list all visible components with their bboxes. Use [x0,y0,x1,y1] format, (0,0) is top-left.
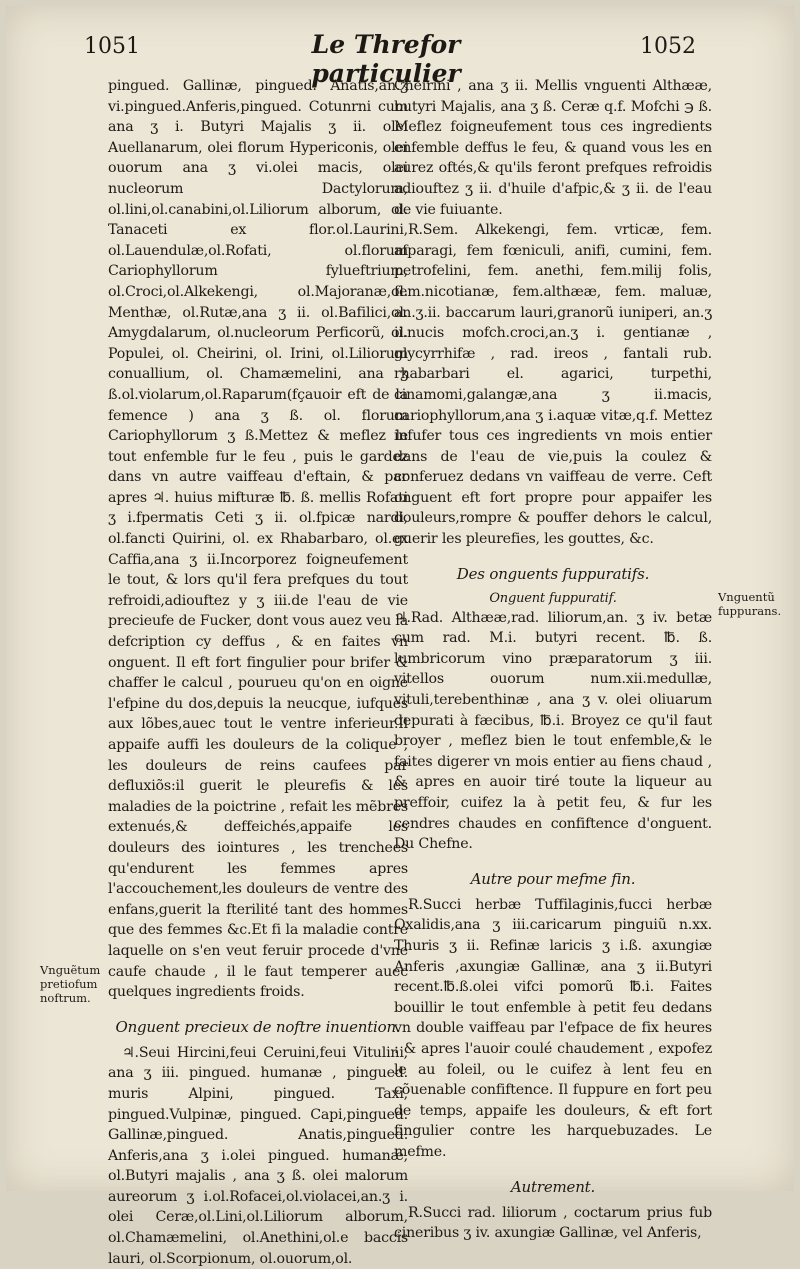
right-section-heading-1: Des onguents fuppuratifs. [456,564,650,583]
right-section-heading-2: Autre pour mefme fin. [470,869,636,888]
right-paragraph-2: R.Sem. Alkekengi, fem. vrticæ, fem. afparagi, fem fœniculi, anifi, cumini, fem. petrofelini, fem. anethi, fem.milij folis, fem.nicotianæ, fem.althææ, fem. maluæ, an.ʒ.ii. baccarum lauri,granorũ iuniperi, an.ʒ ii.nucis mofch.croci,an.ʒ i. gentianæ , glycyrrhifæ , rad. ireos , fantali rub. rhabarbari el. agarici, turpethi, cinamomi,galangæ,ana ʒ ii.macis, cariophyllorum,ana ʒ i.aquæ vitæ,q.f. Mettez infufer tous ces ingredients vn mois entier dans de l'eau de vie,puis la coulez & conferuez dedans vn vaiffeau de verre. Ceft onguent eft fort propre pour appaifer les douleurs,rompre & pouffer dehors le calcul, guerir les pleurefies, les gouttes, &c. [394,222,712,548]
book-page [6,6,794,1267]
left-section-heading: Onguent precieux de noftre inuention. [115,1017,401,1036]
left-paragraph-2: ♃.Seui Hircini,feui Ceruini,feui Vitulini, ana ʒ iii. pingued. humanæ , pingued. muris Alpini, pingued. Taxi, pingued.Vulpinæ, pingued. Capi,pingued. Gallinæ,pingued. Anatis,pingued. Anferis,ana ʒ i.olei pingued. humanæ, ol.Butyri majalis , ana ʒ ß. olei malorum aureorum ʒ i.ol.Rofacei,ol.violacei,an.ʒ i. olei Ceræ,ol.Lini,ol.Liliorum alborum, ol.Chamæmelini, ol.Anethini,ol.e baccis lauri, ol.Scorpionum, ol.ouorum,ol. [108,1044,408,1267]
left-column [108,76,408,1269]
right-subheading-1: Onguent fuppuratif. [489,590,617,606]
right-paragraph-4: R.Succi herbæ Tuffilaginis,fucci herbæ Oxalidis,ana ʒ iii.caricarum pinguiũ n.xx. Thuris ʒ ii. Refinæ laricis ʒ i.ß. axungiæ Anferis ,axungiæ Gallinæ, ana ʒ ii.Butyri recent.℔.ß.olei vifci pomorũ ℔.i. Faites bouillir le tout enfemble à petit feu dedans vn double vaiffeau par l'efpace de fix heures : & apres l'auoir coulé chaudement , expofez le au foleil, ou le cuifez à lent feu en cõuenable confiftence. Il fuppure en fort peu de temps, appaife les douleurs, & eft fort fingulier contre les harquebuzades. Le mefme. [394,896,712,1160]
right-paragraph-3: ♃.Rad. Althææ,rad. liliorum,an. ʒ iv. betæ cum rad. M.i. butyri recent. ℔. ß. lumbricorum vino præparatorum ʒ iii. vitellos ouorum num.xii.medullæ, vituli,terebenthinæ , ana ʒ v. olei oliuarum depurati à fæcibus, ℔.i. Broyez ce qu'il faut broyer , meflez bien le tout enfemble,& le faites digerer vn mois entier au fiens chaud , & apres en auoir tiré toute la liqueur au preffoir, cuifez la à petit feu, & fur les cendres chaudes en confiftence d'onguent. Du Chefne. [394,609,712,853]
running-title: Le Threfor particulier [311,30,461,88]
right-margin-note: Vnguentũ fuppurans. [718,590,782,618]
right-paragraph-1: Cheirini , ana ʒ ii. Mellis vnguenti Althææ, butyri Majalis, ana ʒ ß. Ceræ q.f. Mofchi ℈ ß. Meflez foigneufement tous ces ingredients enfemble deffus le feu, & quand vous les en aurez oftés,& qu'ils feront prefques refroidis adiouftez ʒ ii. d'huile d'afpic,& ʒ ii. de l'eau de vie fuiuante. [394,78,712,218]
left-page-number: 1051 [84,34,140,59]
page-header [6,30,794,88]
right-page-number: 1052 [640,34,696,59]
left-margin-note: Vnguẽtum pretiofum noftrum. [40,963,101,1005]
right-paragraph-5: R.Succi rad. liliorum , coctarum prius fub cineribus ʒ iv. axungiæ Gallinæ, vel Anferis, [394,1204,712,1242]
left-paragraph-1: pingued. Gallinæ, pingued. Anatis,an.ʒ vi.pingued.Anferis,pingued. Cotunrni cum ana ʒ i. Butyri Majalis ʒ ii. olei Auellanarum, olei florum Hypericonis, olei ouorum ana ʒ vi.olei macis, olei nucleorum Dactylorum, ol.lini,ol.canabini,ol.Liliorum alborum, ol. Tanaceti ex flor.ol.Laurini, ol.Lauendulæ,ol.Rofati, ol.florum Cariophyllorum fylueftrium, ol.Croci,ol.Alkekengi, ol.Majoranæ,ol. Menthæ, ol.Rutæ,ana ʒ ii. ol.Bafilici,ol. Amygdalarum, ol.nucleorum Perficorũ, ol. Populei, ol. Cheirini, ol. Irini, ol.Liliorum conuallium, ol. Chamæmelini, ana ʒ ß.ol.violarum,ol.Raparum(fçauoir eft de la femence ) ana ʒ ß. ol. florum Cariophyllorum ʒ ß.Mettez & meflez le tout enfemble fur le feu , puis le gardez dans vn autre vaiffeau d'eftain, & par apres ♃. huius mifturæ ℔. ß. mellis Rofati ʒ i.fpermatis Ceti ʒ ii. ol.fpicæ nardi, ol.fancti Quirini, ol. ex Rhabarbaro, ol.ex Caffia,ana ʒ ii.Incorporez foigneufement le tout, & lors qu'il fera prefques du tout refroidi,adiouftez y ʒ iii.de l'eau de vie precieufe de Fucker, dont vous auez veu la defcription cy deffus , & en faites vn onguent. Il eft fort fingulier pour brifer & chaffer le calcul , pourueu qu'on en oigne l'efpine du dos,depuis la neucque, iufques aux lõbes,auec tout le ventre inferieur.Il appaife auffi les douleurs de la colique , les douleurs de reins caufees par defluxiõs:il guerit le pleurefis & les maladies de la poictrine , refait les mẽbres extenués,& deffeichés,appaife les douleurs des iointures , les trenchees qu'endurent les femmes apres l'accouchement,les douleurs de ventre des enfans,guerit la fterilité tant des hommes que des femmes &c.Et fi la maladie contre laquelle on s'en veut feruir procede d'vne caufe chaude , il le faut temperer auec quelques ingredients froids. [108,78,408,1001]
right-column [394,76,712,1244]
right-section-heading-3: Autrement. [510,1177,596,1196]
